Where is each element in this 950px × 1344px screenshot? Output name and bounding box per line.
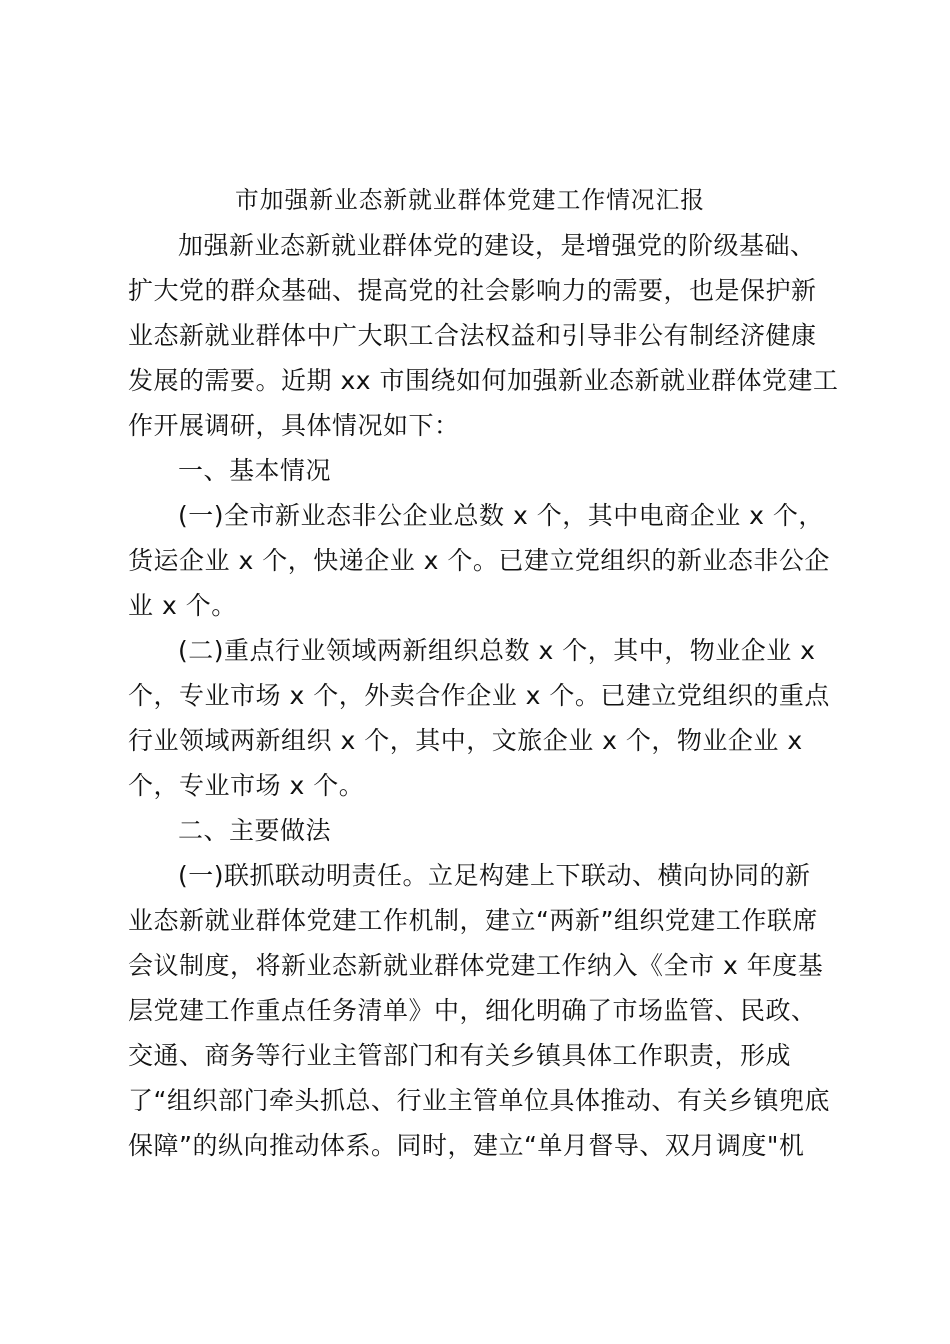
paragraph-line: 个，专业市场 x 个，外卖合作企业 x 个。已建立党组织的重点: [128, 681, 830, 710]
paragraph-line: 业态新就业群体中广大职工合法权益和引导非公有制经济健康: [128, 321, 817, 350]
paragraph-line: (二)重点行业领域两新组织总数 x 个，其中，物业企业 x: [178, 636, 816, 665]
paragraph-line: (一)全市新业态非公企业总数 x 个，其中电商企业 x 个，: [178, 501, 824, 530]
paragraph-line: 个，专业市场 x 个。: [128, 771, 365, 800]
paragraph-line: 加强新业态新就业群体党的建设，是增强党的阶级基础、: [178, 231, 816, 260]
paragraph-line: 作开展调研，具体情况如下：: [128, 411, 460, 440]
paragraph-line: 保障”的纵向推动体系。同时，建立“单月督导、双月调度"机: [128, 1131, 805, 1160]
paragraph-line: 会议制度，将新业态新就业群体党建工作纳入《全市 x 年度基: [128, 951, 824, 980]
section-heading: 二、主要做法: [178, 816, 332, 845]
paragraph-line: 交通、商务等行业主管部门和有关乡镇具体工作职责，形成: [128, 1041, 792, 1070]
document-title: 市加强新业态新就业群体党建工作情况汇报: [235, 186, 706, 214]
paragraph-line: 货运企业 x 个，快递企业 x 个。已建立党组织的新业态非公企: [128, 546, 830, 575]
paragraph-line: 行业领域两新组织 x 个，其中，文旅企业 x 个，物业企业 x: [128, 726, 803, 755]
paragraph-line: 业 x 个。: [128, 591, 237, 620]
paragraph-line: 了“组织部门牵头抓总、行业主管单位具体推动、有关乡镇兜底: [128, 1086, 830, 1115]
paragraph-line: (一)联抓联动明责任。立足构建上下联动、横向协同的新: [178, 861, 811, 890]
paragraph-line: 层党建工作重点任务清单》中，细化明确了市场监管、民政、: [128, 996, 817, 1025]
paragraph-line: 扩大党的群众基础、提高党的社会影响力的需要，也是保护新: [128, 276, 817, 305]
paragraph-line: 发展的需要。近期 xx 市围绕如何加强新业态新就业群体党建工: [128, 366, 839, 395]
section-heading: 一、基本情况: [178, 456, 332, 485]
paragraph-line: 业态新就业群体党建工作机制，建立“两新”组织党建工作联席: [128, 906, 818, 935]
